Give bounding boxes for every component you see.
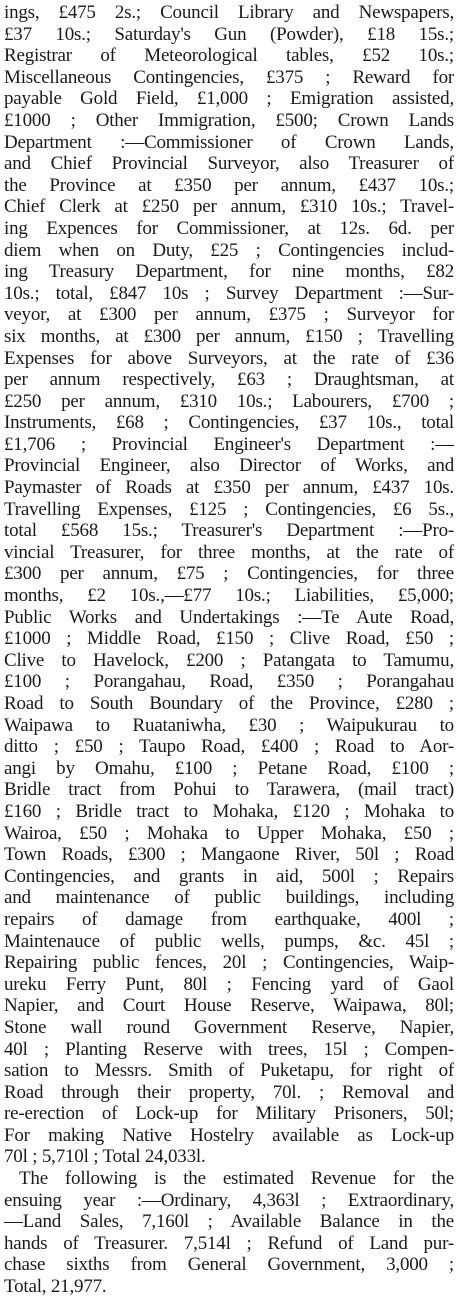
text-line: Repairing public fences, 20l ; Contingencies, Waip- <box>4 952 454 974</box>
text-line: Road to South Boundary of the Province, £280 ; <box>4 693 454 714</box>
text-line: chase sixths from General Government, 3,000 ; <box>4 1254 454 1276</box>
text-line: Instruments, £68 ; Contingencies, £37 10s., total <box>4 412 454 434</box>
text-line: re-erection of Lock-up for Military Prisoners, 50l; <box>4 1103 454 1125</box>
text-line: ing Treasury Department, for nine months, £82 <box>4 261 454 283</box>
text-line: For making Native Hostelry available as Lock-up <box>4 1124 454 1146</box>
text-line: £1000 ; Middle Road, £150 ; Clive Road, £50 ; <box>4 628 454 650</box>
text-line: veyor, at £300 per annum, £375 ; Surveyor for <box>4 304 454 326</box>
text-line: ureku Ferry Punt, 80l ; Fencing yard of Gaol <box>4 973 454 995</box>
text-line: total £568 15s.; Treasurer's Department :—Pro- <box>4 520 454 542</box>
text-line: 70l ; 5,710l ; Total 24,033l. <box>4 1146 206 1168</box>
text-line: Miscellaneous Contingencies, £375 ; Reward for <box>4 66 454 88</box>
text-line: and maintenance of public buildings, including <box>4 887 454 909</box>
text-line: six months, at £300 per annum, £150 ; Travelling <box>4 325 454 347</box>
text-line: £37 10s.; Saturday's Gun (Powder), £18 15s.; <box>4 23 454 45</box>
text-line: £100 ; Porangahau, Road, £350 ; Porangahau <box>4 671 454 693</box>
text-line: ings, £475 2s.; Council Library and Newspapers, <box>4 2 454 23</box>
text-line: £160 ; Bridle tract to Mohaka, £120 ; Mohaka to <box>4 800 454 822</box>
text-line: months, £2 10s.,—£77 10s.; Liabilities, £5,000; <box>4 585 454 607</box>
text-line: Chief Clerk at £250 per annum, £310 10s.; Travel- <box>4 196 454 218</box>
text-line: Registrar of Meteorological tables, £52 10s.; <box>4 45 454 67</box>
text-line: diem when on Duty, £25 ; Contingencies includ- <box>4 239 454 261</box>
text-line: 40l ; Planting Reserve with trees, 15l ; Compen- <box>4 1038 454 1060</box>
text-line: vincial Treasurer, for three months, at the rate of <box>4 541 454 563</box>
text-line: Clive to Havelock, £200 ; Patangata to Tamumu, <box>4 649 454 671</box>
text-line: The following is the estimated Revenue for the <box>19 1168 454 1190</box>
text-line: hands of Treasurer. 7,514l ; Refund of Land pur- <box>4 1232 454 1254</box>
text-line: Wairoa, £50 ; Mohaka to Upper Mohaka, £50 ; <box>4 822 454 844</box>
text-line: angi by Omahu, £100 ; Petane Road, £100 ; <box>4 757 454 779</box>
text-line: Town Roads, £300 ; Mangaone River, 50l ; Road <box>4 844 454 866</box>
text-line: Provincial Engineer, also Director of Works, and <box>4 455 454 477</box>
text-line: repairs of damage from earthquake, 400l ; <box>4 908 454 930</box>
text-line: Expenses for above Surveyors, at the rate of £36 <box>4 347 454 369</box>
text-line: Waipawa to Ruataniwha, £30 ; Waipukurau to <box>4 714 454 736</box>
text-line: Contingencies, and grants in aid, 500l ; Repairs <box>4 865 454 887</box>
text-line: sation to Messrs. Smith of Puketapu, for right of <box>4 1060 454 1082</box>
text-line: £1000 ; Other Immigration, £500; Crown Lands <box>4 109 454 131</box>
text-line: Napier, and Court House Reserve, Waipawa, 80l; <box>4 995 454 1017</box>
text-line: £300 per annum, £75 ; Contingencies, for three <box>4 563 454 585</box>
text-line: per annum respectively, £63 ; Draughtsman, at <box>4 369 454 391</box>
text-line: payable Gold Field, £1,000 ; Emigration assisted, <box>4 88 454 110</box>
text-line: Road through their property, 70l. ; Removal and <box>4 1081 454 1103</box>
text-line: Maintenauce of public wells, pumps, &c. 45l ; <box>4 930 454 952</box>
text-line: Paymaster of Roads at £350 per annum, £437 10s. <box>4 477 454 499</box>
text-line: Department :—Commissioner of Crown Lands, <box>4 131 454 153</box>
article-body <box>4 2 454 1298</box>
text-line: —Land Sales, 7,160l ; Available Balance in the <box>4 1211 454 1233</box>
text-line: ditto ; £50 ; Taupo Road, £400 ; Road to Aor- <box>4 736 454 758</box>
text-line: and Chief Provincial Surveyor, also Treasurer of <box>4 153 454 175</box>
text-line: ensuing year :—Ordinary, 4,363l ; Extraordinary, <box>4 1189 454 1211</box>
text-line: Stone wall round Government Reserve, Napier, <box>4 1016 454 1038</box>
text-line: £250 per annum, £310 10s.; Labourers, £700 ; <box>4 390 454 412</box>
text-line: 10s.; total, £847 10s ; Survey Department :—Sur- <box>4 282 454 304</box>
text-line: Public Works and Undertakings :—Te Aute Road, <box>4 606 454 628</box>
text-line: ing Expences for Commissioner, at 12s. 6d. per <box>4 217 454 239</box>
text-line: Total, 21,977. <box>4 1276 107 1298</box>
text-line: the Province at £350 per annum, £437 10s.; <box>4 174 454 196</box>
text-line: Travelling Expenses, £125 ; Contingencies, £6 5s., <box>4 498 454 520</box>
text-line: £1,706 ; Provincial Engineer's Department :— <box>4 433 454 455</box>
text-line: Bridle tract from Pohui to Tarawera, (mail tract) <box>4 779 454 801</box>
